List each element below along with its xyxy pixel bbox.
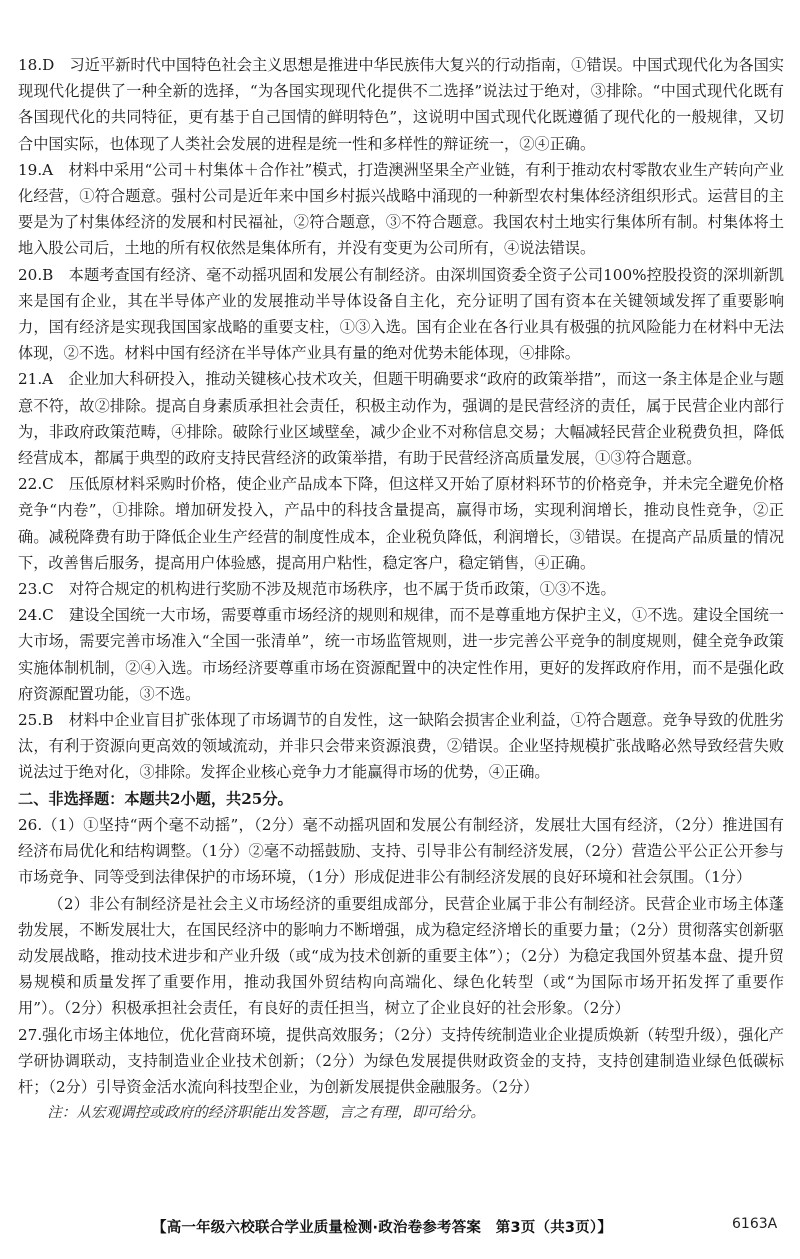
answer-24: 24.C 建设全国统一大市场，需要尊重市场经济的规则和规律，而不是尊重地方保护主义，①不选。建设全国统一大市场，需要完善市场准入“全国一张清单”，统一市场监管规则，进一步完善公平竞争的制度规则，健全竞争政策实施体制机制，②④入选。市场经济要尊重市场在资源配置中的决定性作用，更好的发挥政府作用，而不是强化政府资源配置功能，③不选。 [18,606,784,703]
page-footer [0,1212,800,1242]
answer-key-body [18,52,784,1126]
answer-18: 18.D 习近平新时代中国特色社会主义思想是推进中华民族伟大复兴的行动指南，①错误。中国式现代化为各国实现现代化提供了一种全新的选择，“为各国实现现代化提供不二选择”说法过于绝对，③排除。“中国式现代化既有各国现代化的共同特征，更有基于自己国情的鲜明特色”，这说明中国式现代化既遵循了现代化的一般规律，又切合中国实际，也体现了人类社会发展的进程是统一性和多样性的辩证统一，②④正确。 [18,56,784,153]
answer-21: 21.A 企业加大科研投入，推动关键核心技术攻关，但题干明确要求“政府的政策举措”，而这一条主体是企业与题意不符，故②排除。提高自身素质承担社会责任，积极主动作为，强调的是民营经济的责任，属于民营企业内部行为，非政府政策范畴，④排除。破除行业区域壁垒，减少企业不对称信息交易；大幅减轻民营企业税费负担，降低经营成本，都属于典型的政府支持民营经济的政策举措，有助于民营经济高质量发展，①③符合题意。 [18,370,784,468]
section-two-heading: 二、非选择题：本题共2小题，共25分。 [18,789,293,808]
answer-19: 19.A 材料中采用“公司＋村集体＋合作社”模式，打造澳洲坚果全产业链，有利于推动农村零散农业生产转向产业化经营，①符合题意。强村公司是近年来中国乡村振兴战略中涌现的一种新型农村集体经济组织形式。运营目的主要是为了村集体经济的发展和村民福祉，②符合题意，③不符合题意。我国农村土地实行集体所有制。村集体将土地入股公司后，土地的所有权依然是集体所有，并没有变更为公司所有，④说法错误。 [18,160,784,258]
answer-26-part1: 26.（1）①坚持“两个毫不动摇”，（2分）毫不动摇巩固和发展公有制经济，发展壮大国有经济，（2分）推进国有经济布局优化和结构调整。（1分）②毫不动摇鼓励、支持、引导非公有制经济发展，（2分）营造公平公正公开参与市场竞争、同等受到法律保护的市场环境，（1分）形成促进非公有制经济发展的良好环境和社会氛围。（1分） [18,815,784,887]
answer-23: 23.C 对符合规定的机构进行奖励不涉及规范市场秩序，也不属于货币政策，①③不选。 [18,580,616,599]
grading-note: 注：从宏观调控或政府的经济职能出发答题，言之有理，即可给分。 [47,1104,486,1122]
answer-25: 25.B 材料中企业盲目扩张体现了市场调节的自发性，这一缺陷会损害企业利益，①符合题意。竞争导致的优胜劣汰，有利于资源向更高效的领域流动，并非只会带来资源浪费，②错误。企业坚持规模扩张战略必然导致经营失败说法过于绝对化，③排除。发挥企业核心竞争力才能赢得市场的优势，④正确。 [18,711,784,782]
answer-20: 20.B 本题考查国有经济、毫不动摇巩固和发展公有制经济。由深圳国资委全资子公司100%控股投资的深圳新凯来是国有企业，其在半导体产业的发展推动半导体设备自主化，充分证明了国有资本在关键领域发挥了重要影响力，国有经济是实现我国国家战略的重要支柱，①③入选。国有企业在各行业具有极强的抗风险能力在材料中无法体现，②不选。材料中国有经济在半导体产业具有量的绝对优势未能体现，④排除。 [18,265,784,363]
footer-title: 【高一年级六校联合学业质量检测·政治卷参考答案 第3页（共3页）】 [152,1220,613,1236]
answer-22: 22.C 压低原材料采购时价格，使企业产品成本下降，但这样又开始了原材料环节的价格竞争，并未完全避免价格竞争“内卷”，①排除。增加研发投入，产品中的科技含量提高，赢得市场，实现利润增长，推动良性竞争，②正确。减税降费有助于降低企业生产经营的制度性成本，企业税负降低，利润增长，③错误。在提高产品质量的情况下，改善售后服务，提高用户体验感，提高用户粘性，稳定客户，稳定销售，④正确。 [18,475,784,572]
answer-26-part2: （2）非公有制经济是社会主义市场经济的重要组成部分，民营企业属于非公有制经济。民营企业市场主体蓬勃发展，不断发展壮大，在国民经济中的影响力不断增强，成为稳定经济增长的重要力量；（2分）贯彻落实创新驱动发展战略，推动技术进步和产业升级（或“成为技术创新的重要主体”）；（2分）为稳定我国外贸基本盘、提升贸易规模和质量发挥了重要作用，推动我国外贸结构向高端化、绿色化转型（或“为国际市场开拓发挥了重要作用”）。（2分）积极承担社会责任，有良好的责任担当，树立了企业良好的社会形象。（2分） [18,894,784,1018]
footer-code: 6163A [732,1216,778,1232]
answer-27: 27.强化市场主体地位，优化营商环境，提供高效服务；（2分）支持传统制造业企业提质焕新（转型升级），强化产学研协调联动，支持制造业企业技术创新；（2分）为绿色发展提供财政资金的支持，支持创建制造业绿色低碳标杆；（2分）引导资金活水流向科技型企业，为创新发展提供金融服务。（2分） [18,1025,784,1096]
